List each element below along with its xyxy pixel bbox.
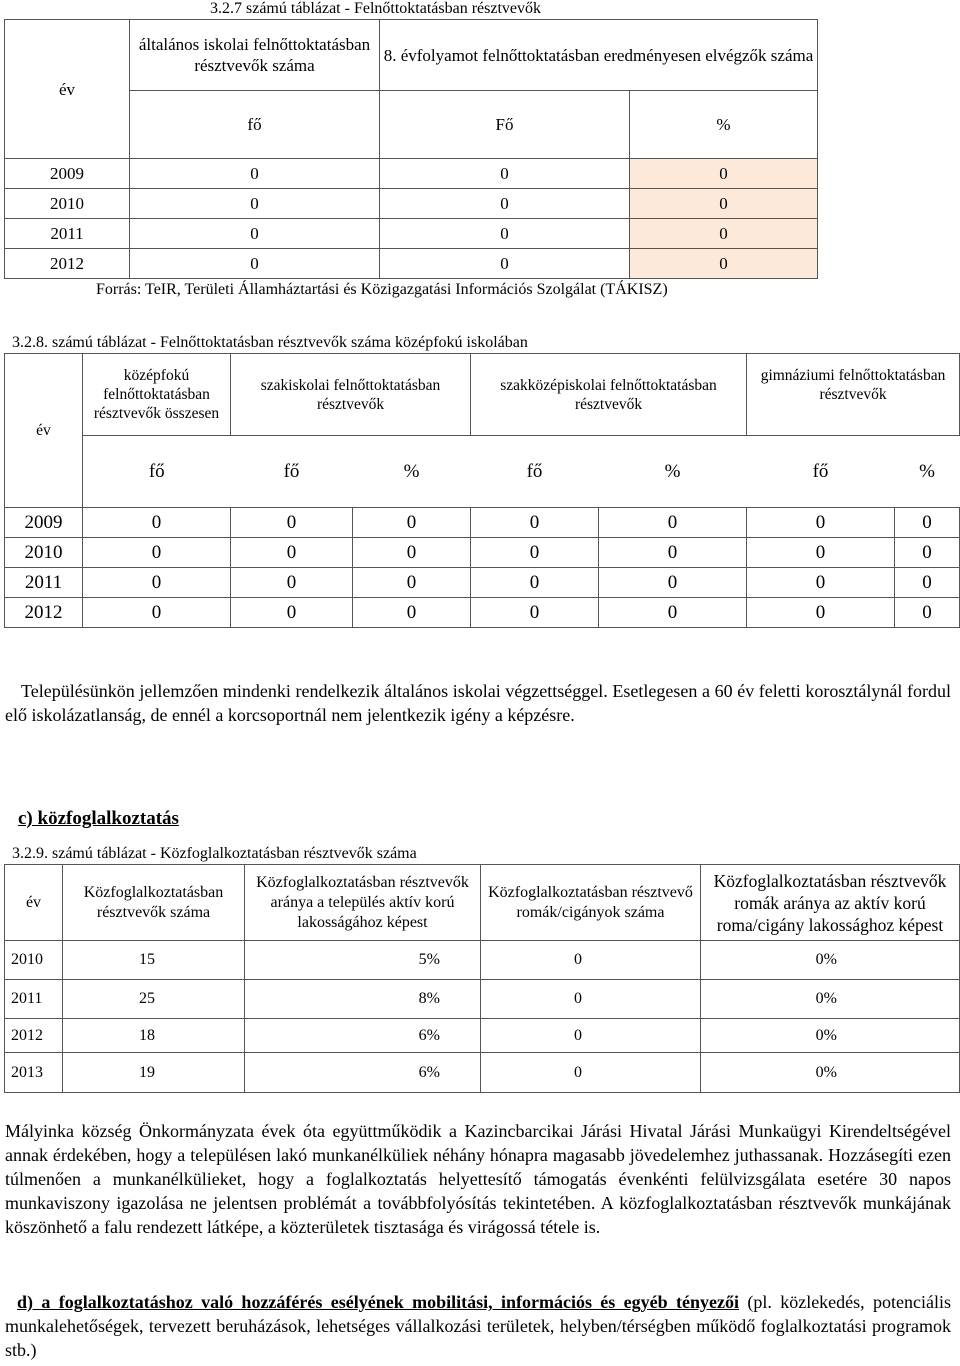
table2-unit: % <box>919 460 935 482</box>
table2-unit: fő <box>812 460 829 482</box>
table2-cell: 0 <box>599 598 747 628</box>
table-row <box>5 249 818 279</box>
table3-cell: 6% <box>245 1019 481 1053</box>
table2-cell: 2011 <box>5 568 83 598</box>
table2-header-d: gimnáziumi felnőttoktatásban résztvevők <box>747 354 960 436</box>
table1-cell: 0 <box>380 189 630 219</box>
table3-caption: 3.2.9. számú táblázat - Közfoglalkoztatásban résztvevők száma <box>12 845 417 862</box>
table1-cell: 2009 <box>5 159 130 189</box>
table1-source: Forrás: TeIR, Területi Államháztartási és Közigazgatási Információs Szolgálat (TÁKISZ) <box>96 281 668 298</box>
section-d <box>5 1290 951 1362</box>
table2-cell: 0 <box>231 598 353 628</box>
table2-cell: 0 <box>231 538 353 568</box>
table-row <box>5 159 818 189</box>
table3-cell: 8% <box>245 980 481 1019</box>
table-row <box>5 538 960 568</box>
table2-cell: 0 <box>231 568 353 598</box>
table2 <box>4 353 960 628</box>
table2-caption: 3.2.8. számú táblázat - Felnőttoktatásban résztvevők száma középfokú iskolában <box>12 334 528 351</box>
table1-caption: 3.2.7 számú táblázat - Felnőttoktatásban résztvevők <box>210 0 542 17</box>
table1-cell: 2011 <box>5 219 130 249</box>
table1-unit-b2: % <box>630 91 818 159</box>
table2-cell: 0 <box>599 568 747 598</box>
table3-cell: 2013 <box>5 1053 63 1093</box>
table3-header-year: év <box>5 865 63 941</box>
table2-cell: 0 <box>747 598 895 628</box>
table1-cell: 2010 <box>5 189 130 219</box>
table-row <box>5 1019 960 1053</box>
table1-header-b: 8. évfolyamot felnőttoktatásban eredményesen elvégzők száma <box>380 20 818 91</box>
table1-cell: 0 <box>380 159 630 189</box>
table3-cell: 0% <box>701 980 960 1019</box>
table2-cell: 0 <box>471 538 599 568</box>
table3 <box>4 864 960 1093</box>
table-row <box>5 980 960 1019</box>
table2-unit: fő <box>526 460 543 482</box>
table2-unit: % <box>403 460 420 482</box>
table1-cell: 0 <box>380 249 630 279</box>
table-row <box>5 941 960 980</box>
table2-cell: 0 <box>353 568 471 598</box>
table1-cell: 0 <box>630 219 818 249</box>
table3-cell: 2010 <box>5 941 63 980</box>
table1-cell: 2012 <box>5 249 130 279</box>
table3-cell: 19 <box>63 1053 245 1093</box>
table3-cell: 18 <box>63 1019 245 1053</box>
table1-unit-a: fő <box>130 91 380 159</box>
table3-cell: 0 <box>481 980 701 1019</box>
table2-cell: 0 <box>83 508 231 538</box>
table-row <box>5 189 818 219</box>
table3-cell: 25 <box>63 980 245 1019</box>
table2-cell: 0 <box>747 508 895 538</box>
table3-cell: 0 <box>481 1019 701 1053</box>
table2-cell: 0 <box>747 538 895 568</box>
section-d-text: (pl. közlekedés, potenciális munkalehetőségek, tervezett beruházások, lehetséges vállalkozási területek, helyben/térségben működő foglalkoztatási programok stb.) <box>5 1292 951 1360</box>
table2-cell: 2009 <box>5 508 83 538</box>
table2-cell: 2010 <box>5 538 83 568</box>
table1 <box>4 19 818 279</box>
table2-cell: 0 <box>353 598 471 628</box>
table1-header-year: év <box>5 20 130 159</box>
table-row <box>5 568 960 598</box>
table3-cell: 0 <box>481 1053 701 1093</box>
table3-cell: 0 <box>481 941 701 980</box>
table-row <box>5 508 960 538</box>
table-row <box>5 598 960 628</box>
table2-cell: 0 <box>599 538 747 568</box>
table2-header-year: év <box>5 354 83 508</box>
table2-cell: 0 <box>231 508 353 538</box>
table2-cell: 0 <box>353 538 471 568</box>
table2-header-a: középfokú felnőttoktatásban résztvevők összesen <box>83 354 231 436</box>
table3-header-c: Közfoglalkoztatásban résztvevő romák/cigányok száma <box>481 865 701 941</box>
table2-cell: 0 <box>895 508 960 538</box>
section-c-heading: c) közfoglalkoztatás <box>18 808 179 829</box>
table2-header-c: szakközépiskolai felnőttoktatásban résztvevők <box>471 354 747 436</box>
table3-cell: 0% <box>701 941 960 980</box>
table2-cell: 0 <box>599 508 747 538</box>
table3-cell: 2012 <box>5 1019 63 1053</box>
table3-header-b: Közfoglalkoztatásban résztvevők aránya a település aktív korú lakosságához képest <box>245 865 481 941</box>
table3-header-d: Közfoglalkoztatásban résztvevők romák aránya az aktív korú roma/cigány lakossághoz képest <box>701 865 960 941</box>
table1-cell: 0 <box>380 219 630 249</box>
table1-cell: 0 <box>130 159 380 189</box>
table2-unit: % <box>664 460 681 482</box>
table3-header-a: Közfoglalkoztatásban résztvevők száma <box>63 865 245 941</box>
table1-header-a: általános iskolai felnőttoktatásban résztvevők száma <box>130 20 380 91</box>
table3-cell: 5% <box>245 941 481 980</box>
table2-cell: 2012 <box>5 598 83 628</box>
table3-cell: 0% <box>701 1019 960 1053</box>
table2-cell: 0 <box>83 598 231 628</box>
table1-cell: 0 <box>130 249 380 279</box>
table1-cell: 0 <box>130 189 380 219</box>
table2-cell: 0 <box>471 508 599 538</box>
table2-unit: fő <box>148 460 165 482</box>
table3-cell: 6% <box>245 1053 481 1093</box>
table-row <box>5 219 818 249</box>
table1-cell: 0 <box>630 249 818 279</box>
table2-cell: 0 <box>747 568 895 598</box>
table1-cell: 0 <box>130 219 380 249</box>
table1-cell: 0 <box>630 189 818 219</box>
table2-cell: 0 <box>895 538 960 568</box>
table2-header-b: szakiskolai felnőttoktatásban résztvevők <box>231 354 471 436</box>
table2-cell: 0 <box>895 598 960 628</box>
table2-cell: 0 <box>83 568 231 598</box>
table-row <box>5 1053 960 1093</box>
paragraph-public-works: Mályinka község Önkormányzata évek óta együttműködik a Kazincbarcikai Járási Hivatal Járási Munkaügyi Kirendeltségével annak érdekében, hogy a településen lakó munkanélküliek néhány hónapra magasabb jövedelemhez juthassanak. Hozzásegíti ezen túlmenően a munkanélkülieket, hogy a foglalkoztatás helyettesítő támogatás évenkénti felülvizsgálata esetére 30 napos munkaviszony igazolása ne jelentsen problémát a továbbfolyósítás tekintetében. A közfoglalkoztatásban résztvevők munkájának köszönhető a falu rendezett látképe, a közterületek tisztasága és virágossá tétele is. <box>5 1121 951 1237</box>
table2-cell: 0 <box>83 538 231 568</box>
table2-cell: 0 <box>471 598 599 628</box>
table2-cell: 0 <box>895 568 960 598</box>
section-d-heading: d) a foglalkoztatáshoz való hozzáférés esélyének mobilitási, információs és egyéb tényezői <box>17 1292 739 1312</box>
table1-cell: 0 <box>630 159 818 189</box>
table3-cell: 0% <box>701 1053 960 1093</box>
paragraph-schooling: Településünkön jellemzően mindenki rendelkezik általános iskolai végzettséggel. Esetlegesen a 60 év feletti korosztálynál fordul elő iskolázatlanság, de ennél a korcsoportnál nem jelentkezik igény a képzésre. <box>5 681 951 725</box>
table3-cell: 2011 <box>5 980 63 1019</box>
table2-cell: 0 <box>353 508 471 538</box>
table3-cell: 15 <box>63 941 245 980</box>
table2-cell: 0 <box>471 568 599 598</box>
table1-unit-b1: Fő <box>380 91 630 159</box>
table2-unit: fő <box>283 460 300 482</box>
